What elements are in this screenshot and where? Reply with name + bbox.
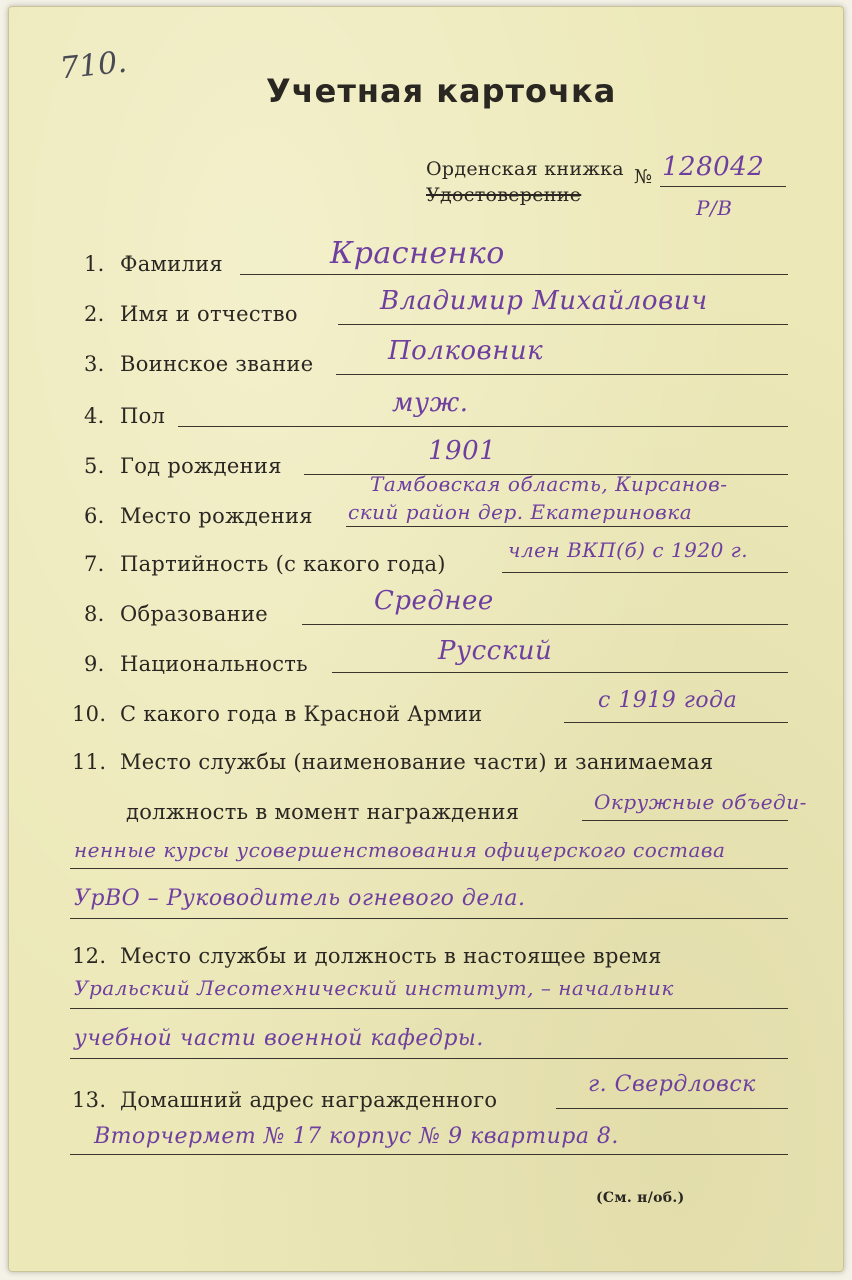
order-book-series: P/B	[696, 196, 733, 220]
field-4-number: 4.	[84, 404, 105, 428]
field-6-label: Место рождения	[120, 504, 313, 528]
field-2-value: Владимир Михайлович	[380, 286, 708, 316]
field-9-value: Русский	[438, 636, 553, 666]
field-5-value: 1901	[428, 436, 497, 466]
field-6-number: 6.	[84, 504, 105, 528]
order-book-label: Орденская книжка	[426, 158, 624, 180]
field-13-value-line1: г. Свердловск	[588, 1072, 756, 1097]
field-2-label: Имя и отчество	[120, 302, 298, 326]
field-11-number: 11.	[72, 750, 107, 774]
field-4-label: Пол	[120, 404, 166, 428]
field-11-value-line2: ненные курсы усовершенствования офицерского состава	[74, 838, 726, 862]
field-10-number: 10.	[72, 702, 107, 726]
order-book-label-struck: Удостоверение	[426, 184, 582, 206]
field-4-value: муж.	[392, 388, 469, 418]
order-book-number: 128042	[662, 152, 765, 182]
field-8-number: 8.	[84, 602, 105, 626]
field-5-number: 5.	[84, 454, 105, 478]
field-9-label: Национальность	[120, 652, 308, 676]
field-8-label: Образование	[120, 602, 268, 626]
field-6-value-line1: Тамбовская область, Кирсанов-	[370, 472, 728, 496]
field-8-value: Среднее	[374, 586, 494, 616]
field-3-number: 3.	[84, 352, 105, 376]
footer-note: (См. н/об.)	[596, 1190, 685, 1206]
record-card	[8, 6, 844, 1272]
field-13-value-line2: Вторчермет № 17 корпус № 9 квартира 8.	[94, 1124, 619, 1149]
field-13-number: 13.	[72, 1088, 107, 1112]
field-5-label: Год рождения	[120, 454, 282, 478]
field-11-value-line1: Окружные объеди-	[594, 790, 807, 814]
field-10-label: С какого года в Красной Армии	[120, 702, 483, 726]
field-3-value: Полковник	[388, 336, 544, 366]
field-12-value-line1: Уральский Лесотехнический институт, – начальник	[74, 976, 674, 1000]
field-7-label: Партийность (с какого года)	[120, 552, 446, 576]
field-12-value-line2: учебной части военной кафедры.	[74, 1026, 484, 1051]
field-7-number: 7.	[84, 552, 105, 576]
field-10-value: с 1919 года	[598, 688, 738, 713]
corner-pencil-note: 710.	[58, 44, 129, 87]
field-12-label: Место службы и должность в настоящее время	[120, 944, 662, 968]
number-sign: №	[634, 166, 653, 188]
field-1-number: 1.	[84, 252, 105, 276]
field-11-label-line2: должность в момент награждения	[126, 800, 520, 824]
field-9-number: 9.	[84, 652, 105, 676]
field-3-label: Воинское звание	[120, 352, 314, 376]
field-6-value-line2: ский район дер. Екатериновка	[348, 500, 693, 524]
field-11-value-line3: УрВО – Руководитель огневого дела.	[74, 886, 526, 911]
field-2-number: 2.	[84, 302, 105, 326]
card-title: Учетная карточка	[266, 72, 617, 110]
field-13-label: Домашний адрес награжденного	[120, 1088, 498, 1112]
field-1-label: Фамилия	[120, 252, 223, 276]
field-1-value: Красненко	[330, 236, 505, 271]
field-7-value: член ВКП(б) с 1920 г.	[508, 538, 749, 562]
field-12-number: 12.	[72, 944, 107, 968]
field-11-label-line1: Место службы (наименование части) и занимаемая	[120, 750, 714, 774]
